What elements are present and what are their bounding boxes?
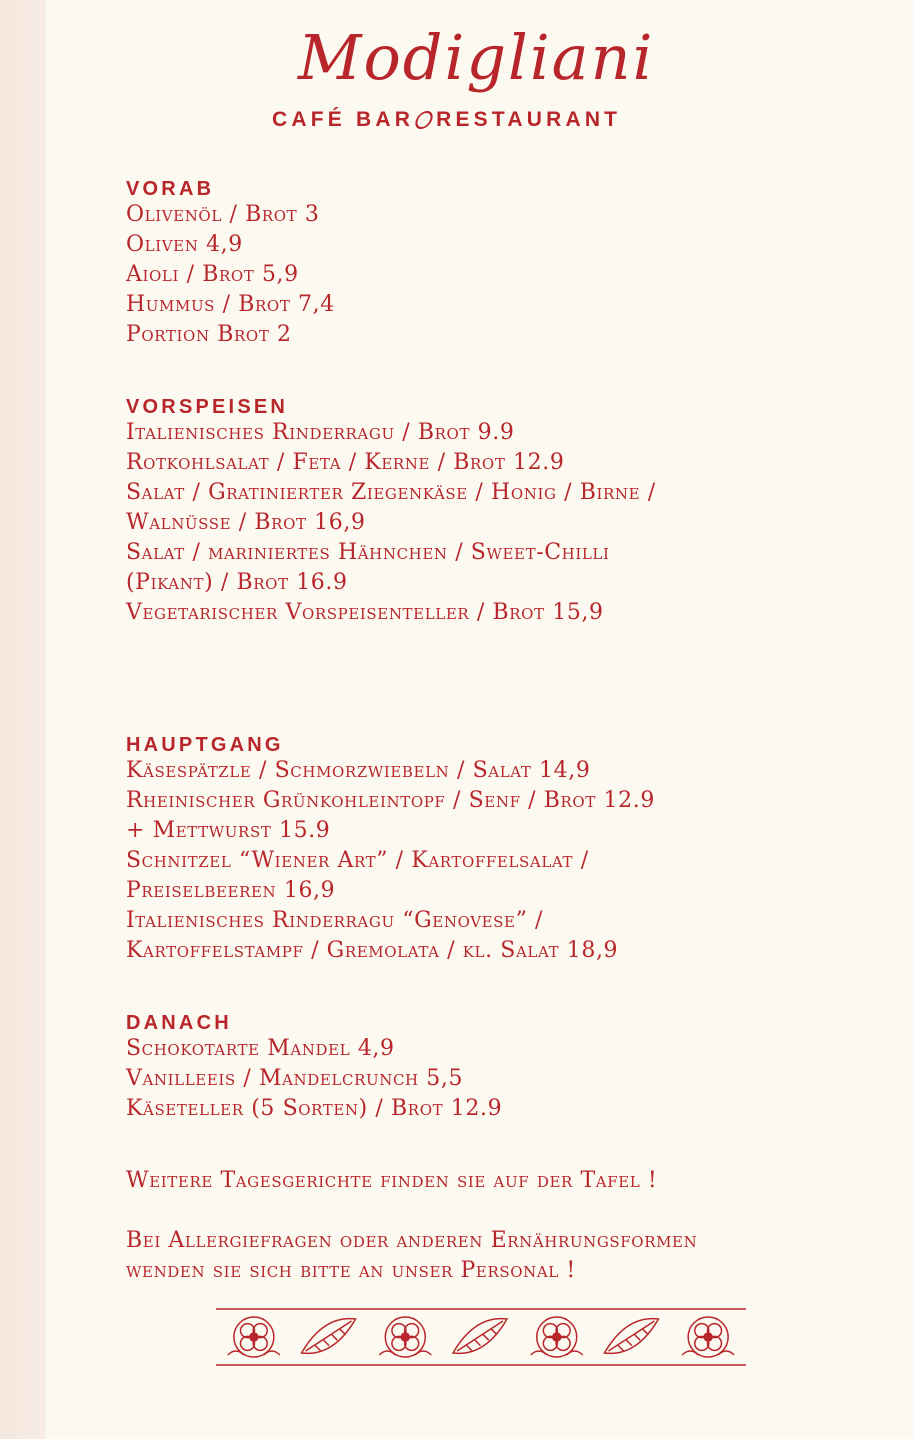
menu-item: Schnitzel “Wiener Art” / Kartoffelsalat / (126, 848, 589, 873)
allergy-note-line1: Bei Allergiefragen oder anderen Ernährungsformen (126, 1228, 698, 1253)
page-edge (0, 0, 46, 1439)
section-vorab (126, 178, 866, 350)
section-title: HAUPTGANG (126, 734, 284, 756)
brand-logo: Modigliani (298, 21, 655, 94)
menu-item: (Pikant) / Brot 16.9 (126, 570, 348, 595)
spacer (126, 1196, 866, 1226)
section-danach (126, 1012, 866, 1124)
menu-item: Italienisches Rinderragu / Brot 9.9 (126, 420, 515, 445)
floral-border-icon (216, 1307, 746, 1367)
menu-item: Walnüsse / Brot 16,9 (126, 510, 366, 535)
menu-item: Salat / mariniertes Hähnchen / Sweet-Chilli (126, 540, 610, 565)
menu-item: Portion Brot 2 (126, 322, 292, 347)
spacer (126, 628, 866, 734)
menu-item: Hummus / Brot 7,4 (126, 292, 335, 317)
section-title: VORSPEISEN (126, 396, 289, 418)
section-hauptgang (126, 734, 866, 966)
menu-content (126, 178, 866, 1286)
brand-subtitle-left: CAFÉ BAR (272, 108, 415, 131)
item-list (126, 1034, 866, 1124)
allergy-note-line2: wenden sie sich bitte an unser Personal ! (126, 1258, 576, 1283)
menu-item: Rotkohlsalat / Feta / Kerne / Brot 12.9 (126, 450, 565, 475)
menu-item: Oliven 4,9 (126, 232, 243, 257)
menu-item: Italienisches Rinderragu “Genovese” / (126, 908, 544, 933)
menu-item: Schokotarte Mandel 4,9 (126, 1036, 395, 1061)
section-title: DANACH (126, 1012, 232, 1034)
brand-subtitle (272, 106, 621, 134)
menu-item: + Mettwurst 15.9 (126, 818, 331, 843)
menu-item: Kartoffelstampf / Gremolata / kl. Salat 18,9 (126, 938, 619, 963)
item-list (126, 200, 866, 350)
menu-item: Vanilleeis / Mandelcrunch 5,5 (126, 1066, 464, 1091)
spacer (126, 1124, 866, 1166)
menu-item: Käseteller (5 Sorten) / Brot 12.9 (126, 1096, 503, 1121)
menu-item: Preiselbeeren 16,9 (126, 878, 336, 903)
item-list (126, 418, 866, 628)
menu-item: Olivenöl / Brot 3 (126, 202, 320, 227)
spacer (126, 350, 866, 396)
menu-item: Käsespätzle / Schmorzwiebeln / Salat 14,9 (126, 758, 591, 783)
menu-item: Aioli / Brot 5,9 (126, 262, 299, 287)
section-vorspeisen (126, 396, 866, 628)
spacer (126, 966, 866, 1012)
section-title: VORAB (126, 178, 215, 200)
menu-item: Rheinischer Grünkohleintopf / Senf / Brot 12.9 (126, 788, 655, 813)
menu-item: Vegetarischer Vorspeisenteller / Brot 15,9 (126, 600, 604, 625)
brand-subtitle-right: RESTAURANT (436, 108, 622, 131)
menu-item: Salat / Gratinierter Ziegenkäse / Honig / Birne / (126, 480, 656, 505)
brand-separator-icon (413, 111, 436, 129)
item-list (126, 756, 866, 966)
daily-specials-note: Weitere Tagesgerichte finden sie auf der Tafel ! (126, 1168, 658, 1193)
